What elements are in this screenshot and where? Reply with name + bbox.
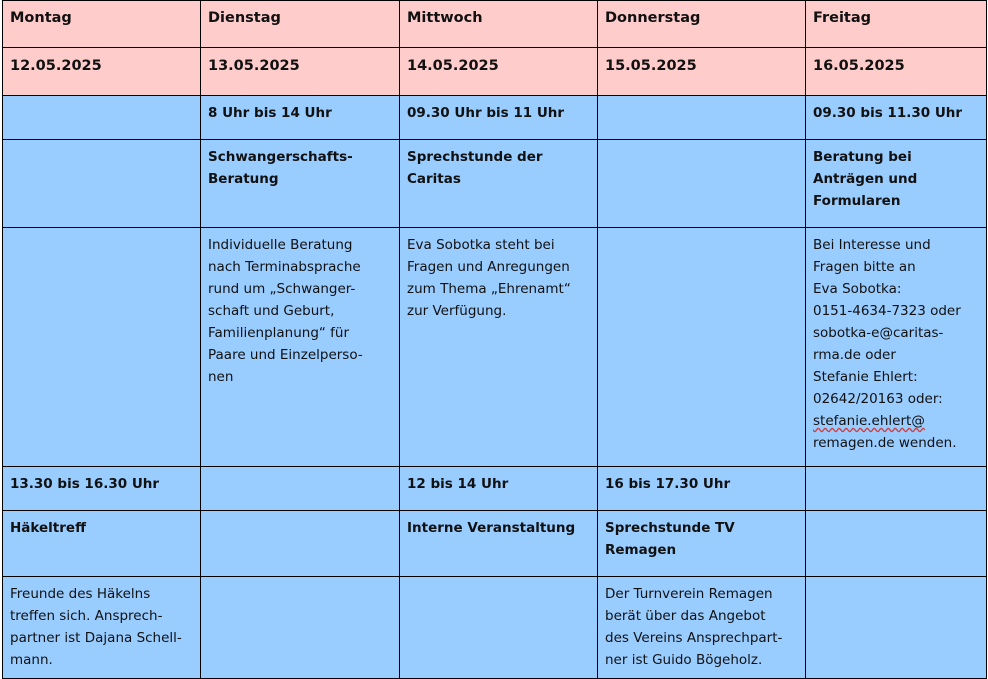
event-description-cell [598,577,806,679]
event-description-row [3,577,987,679]
event-title-cell [201,140,400,228]
event-description-row [3,228,987,467]
time-cell [806,467,987,511]
text-line: Interne Veranstaltung [407,520,576,536]
text-line: partner ist Dajana Schell- [10,630,182,646]
time-cell: 8 Uhr bis 14 Uhr [201,96,400,140]
text-line: Paare und Einzelperso- [208,347,363,363]
text-line: 0151-4634-7323 oder [813,303,961,319]
event-title-cell [3,511,201,577]
event-description-cell [201,228,400,467]
time-cell: 09.30 bis 11.30 Uhr [806,96,987,140]
text-line [813,410,982,432]
text-line: des Vereins Ansprechpart- [605,630,783,646]
time-cell [3,96,201,140]
event-description-cell [201,577,400,679]
text-line: treffen sich. Ansprech- [10,608,163,624]
text-line: zum Thema „Ehrenamt“ [407,281,571,297]
text-line: ner ist Guido Bögeholz. [605,652,763,668]
time-cell: 12 bis 14 Uhr [400,467,598,511]
event-title-cell [806,511,987,577]
event-description-cell [400,228,598,467]
weekday-cell: Donnerstag [598,1,806,48]
date-cell: 14.05.2025 [400,48,598,96]
event-title-row [3,511,987,577]
text-line: Eva Sobotka steht bei [407,237,555,253]
text-line: Individuelle Beratung [208,237,353,253]
text-line: Fragen bitte an [813,259,916,275]
time-cell [201,467,400,511]
text-line: Häkeltreff [10,520,87,536]
time-cell: 09.30 Uhr bis 11 Uhr [400,96,598,140]
date-cell: 15.05.2025 [598,48,806,96]
date-cell: 12.05.2025 [3,48,201,96]
text-line: Sprechstunde TV [605,520,735,536]
text-line: Schwangerschafts- [208,149,353,165]
text-line: Beratung [208,171,279,187]
time-row [3,96,987,140]
event-title-cell [806,140,987,228]
time-cell: 13.30 bis 16.30 Uhr [3,467,201,511]
event-description-cell [806,577,987,679]
text-line: schaft und Geburt, [208,303,335,319]
text-line: Fragen und Anregungen [407,259,570,275]
event-description-cell [3,577,201,679]
weekday-cell: Freitag [806,1,987,48]
text-line: Familienplanung“ für [208,325,350,341]
weekday-header-row [3,1,987,48]
text-line: nach Terminabsprache [208,259,361,275]
text-line: rund um „Schwanger- [208,281,356,297]
text-line: Eva Sobotka: [813,281,902,297]
text-line: Anträgen und [813,171,918,187]
text-line: rma.de oder [813,347,896,363]
weekday-cell: Montag [3,1,201,48]
text-line: Freunde des Häkelns [10,586,151,602]
weekday-cell: Dienstag [201,1,400,48]
text-line: Caritas [407,171,461,187]
event-description-cell [400,577,598,679]
text-line: Formularen [813,193,901,209]
text-line: Sprechstunde der [407,149,543,165]
text-line: zur Verfügung. [407,303,507,319]
event-description-cell [806,228,987,467]
event-title-cell [598,511,806,577]
event-description-cell [598,228,806,467]
text-line: Bei Interesse und [813,237,931,253]
text-line: Der Turnverein Remagen [605,586,773,602]
text-line: mann. [10,652,53,668]
event-title-cell [400,511,598,577]
event-title-cell [598,140,806,228]
email-text: stefanie.ehlert@ [813,413,925,429]
text-line: Beratung bei [813,149,912,165]
time-cell: 16 bis 17.30 Uhr [598,467,806,511]
weekly-schedule-table [2,0,987,679]
text-line: sobotka-e@caritas- [813,325,944,341]
text-line: nen [208,369,234,385]
time-row [3,467,987,511]
date-cell: 13.05.2025 [201,48,400,96]
event-title-row [3,140,987,228]
text-line: remagen.de wenden. [813,435,957,451]
date-cell: 16.05.2025 [806,48,987,96]
text-line: Remagen [605,542,677,558]
date-header-row [3,48,987,96]
event-title-cell [3,140,201,228]
text-line: Stefanie Ehlert: [813,369,918,385]
event-title-cell [400,140,598,228]
text-line: berät über das Angebot [605,608,766,624]
event-description-cell [3,228,201,467]
weekday-cell: Mittwoch [400,1,598,48]
time-cell [598,96,806,140]
text-line: 02642/20163 oder: [813,391,943,407]
event-title-cell [201,511,400,577]
